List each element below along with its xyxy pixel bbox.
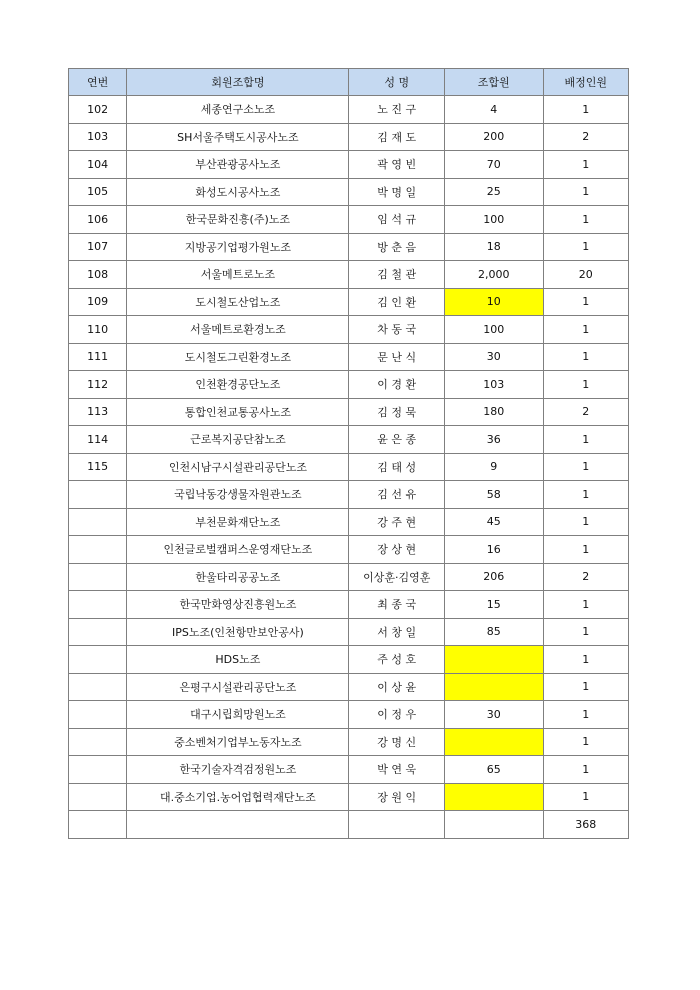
row-union: 부천문화재단노조 <box>127 508 349 536</box>
row-members: 58 <box>444 481 543 509</box>
row-name: 장 원 익 <box>349 783 445 811</box>
table-row <box>69 398 629 426</box>
table-row <box>69 261 629 289</box>
row-alloc: 1 <box>543 536 629 564</box>
row-name: 곽 영 빈 <box>349 151 445 179</box>
table-row <box>69 426 629 454</box>
total-union <box>127 811 349 839</box>
row-alloc: 1 <box>543 96 629 124</box>
row-union: IPS노조(인천항만보안공사) <box>127 618 349 646</box>
row-union: 한국기술자격검정원노조 <box>127 756 349 784</box>
row-union: 한국문화진흥(주)노조 <box>127 206 349 234</box>
row-alloc: 1 <box>543 151 629 179</box>
row-union: 국립낙동강생물자원관노조 <box>127 481 349 509</box>
row-name: 박 명 일 <box>349 178 445 206</box>
row-no <box>69 618 127 646</box>
row-union: SH서울주택도시공사노조 <box>127 123 349 151</box>
row-name: 김 선 유 <box>349 481 445 509</box>
row-no <box>69 756 127 784</box>
row-no <box>69 701 127 729</box>
row-no <box>69 563 127 591</box>
table-row <box>69 178 629 206</box>
row-name: 문 난 식 <box>349 343 445 371</box>
row-members: 30 <box>444 701 543 729</box>
row-name: 서 창 일 <box>349 618 445 646</box>
row-alloc: 2 <box>543 398 629 426</box>
table-row <box>69 288 629 316</box>
table-header-row <box>69 69 629 96</box>
row-name: 박 연 욱 <box>349 756 445 784</box>
header-alloc: 배정인원 <box>543 69 629 96</box>
row-no: 113 <box>69 398 127 426</box>
row-no: 112 <box>69 371 127 399</box>
table-row <box>69 123 629 151</box>
table-row <box>69 453 629 481</box>
header-union: 회원조합명 <box>127 69 349 96</box>
table-row <box>69 206 629 234</box>
table-row <box>69 591 629 619</box>
row-members: 200 <box>444 123 543 151</box>
row-no <box>69 591 127 619</box>
row-members: 45 <box>444 508 543 536</box>
row-name: 이 정 우 <box>349 701 445 729</box>
row-members: 103 <box>444 371 543 399</box>
row-name: 김 철 관 <box>349 261 445 289</box>
row-name: 차 동 국 <box>349 316 445 344</box>
row-members: 10 <box>444 288 543 316</box>
row-no <box>69 728 127 756</box>
union-allocation-table <box>68 68 629 839</box>
table-row <box>69 316 629 344</box>
row-members: 100 <box>444 316 543 344</box>
table-row <box>69 783 629 811</box>
row-alloc: 20 <box>543 261 629 289</box>
table-row <box>69 701 629 729</box>
header-members: 조합원 <box>444 69 543 96</box>
row-members: 180 <box>444 398 543 426</box>
table-row <box>69 233 629 261</box>
row-members: 206 <box>444 563 543 591</box>
row-members: 30 <box>444 343 543 371</box>
table-row <box>69 96 629 124</box>
row-alloc: 1 <box>543 288 629 316</box>
row-alloc: 1 <box>543 508 629 536</box>
total-members <box>444 811 543 839</box>
row-union: 중소벤처기업부노동자노조 <box>127 728 349 756</box>
table-row <box>69 508 629 536</box>
row-union: 통합인천교통공사노조 <box>127 398 349 426</box>
table-row <box>69 646 629 674</box>
row-union: 은평구시설관리공단노조 <box>127 673 349 701</box>
row-members: 9 <box>444 453 543 481</box>
row-union: 인천글로벌캠퍼스운영재단노조 <box>127 536 349 564</box>
row-alloc: 1 <box>543 343 629 371</box>
header-no: 연번 <box>69 69 127 96</box>
row-alloc: 2 <box>543 123 629 151</box>
row-alloc: 1 <box>543 591 629 619</box>
row-alloc: 1 <box>543 728 629 756</box>
row-no: 109 <box>69 288 127 316</box>
row-alloc: 2 <box>543 563 629 591</box>
row-no <box>69 646 127 674</box>
row-members: 4 <box>444 96 543 124</box>
row-members <box>444 783 543 811</box>
table-row <box>69 728 629 756</box>
row-no <box>69 508 127 536</box>
row-name: 최 종 국 <box>349 591 445 619</box>
row-union: 인천시남구시설관리공단노조 <box>127 453 349 481</box>
row-name: 주 성 호 <box>349 646 445 674</box>
row-alloc: 1 <box>543 701 629 729</box>
row-name: 이 경 환 <box>349 371 445 399</box>
row-alloc: 1 <box>543 618 629 646</box>
row-union: 인천환경공단노조 <box>127 371 349 399</box>
row-alloc: 1 <box>543 453 629 481</box>
row-no <box>69 673 127 701</box>
row-no: 102 <box>69 96 127 124</box>
row-members <box>444 646 543 674</box>
row-name: 강 주 현 <box>349 508 445 536</box>
row-alloc: 1 <box>543 673 629 701</box>
row-members <box>444 728 543 756</box>
row-name: 김 정 묵 <box>349 398 445 426</box>
row-members: 36 <box>444 426 543 454</box>
row-no <box>69 481 127 509</box>
row-union: 세종연구소노조 <box>127 96 349 124</box>
table-row <box>69 536 629 564</box>
row-alloc: 1 <box>543 233 629 261</box>
row-alloc: 1 <box>543 426 629 454</box>
row-union: HDS노조 <box>127 646 349 674</box>
table-row <box>69 673 629 701</box>
row-members: 65 <box>444 756 543 784</box>
row-no: 110 <box>69 316 127 344</box>
row-alloc: 1 <box>543 206 629 234</box>
row-members: 15 <box>444 591 543 619</box>
row-members: 16 <box>444 536 543 564</box>
row-union: 도시철도그린환경노조 <box>127 343 349 371</box>
row-alloc: 1 <box>543 178 629 206</box>
total-no <box>69 811 127 839</box>
table-row <box>69 563 629 591</box>
row-members: 70 <box>444 151 543 179</box>
table-row <box>69 371 629 399</box>
row-union: 도시철도산업노조 <box>127 288 349 316</box>
row-members <box>444 673 543 701</box>
row-name: 임 석 규 <box>349 206 445 234</box>
row-name: 이 상 윤 <box>349 673 445 701</box>
row-no: 103 <box>69 123 127 151</box>
total-row <box>69 811 629 839</box>
row-union: 서울메트로노조 <box>127 261 349 289</box>
row-name: 장 상 현 <box>349 536 445 564</box>
row-no: 106 <box>69 206 127 234</box>
row-name: 김 인 환 <box>349 288 445 316</box>
row-name: 강 명 신 <box>349 728 445 756</box>
row-no: 111 <box>69 343 127 371</box>
row-alloc: 1 <box>543 783 629 811</box>
row-name: 방 춘 음 <box>349 233 445 261</box>
row-name: 노 진 구 <box>349 96 445 124</box>
row-no: 114 <box>69 426 127 454</box>
row-union: 화성도시공사노조 <box>127 178 349 206</box>
row-name: 김 태 성 <box>349 453 445 481</box>
row-no: 108 <box>69 261 127 289</box>
row-no: 105 <box>69 178 127 206</box>
row-members: 2,000 <box>444 261 543 289</box>
row-alloc: 1 <box>543 481 629 509</box>
row-union: 지방공기업평가원노조 <box>127 233 349 261</box>
row-members: 85 <box>444 618 543 646</box>
row-no <box>69 783 127 811</box>
table-row <box>69 343 629 371</box>
row-no <box>69 536 127 564</box>
row-name: 윤 은 종 <box>349 426 445 454</box>
row-alloc: 1 <box>543 371 629 399</box>
row-union: 대구시립희망원노조 <box>127 701 349 729</box>
table-row <box>69 481 629 509</box>
row-union: 대.중소기업.농어업협력재단노조 <box>127 783 349 811</box>
row-union: 한국만화영상진흥원노조 <box>127 591 349 619</box>
total-alloc: 368 <box>543 811 629 839</box>
row-members: 25 <box>444 178 543 206</box>
row-name: 김 재 도 <box>349 123 445 151</box>
row-alloc: 1 <box>543 646 629 674</box>
row-no: 104 <box>69 151 127 179</box>
row-alloc: 1 <box>543 756 629 784</box>
row-members: 100 <box>444 206 543 234</box>
table-row <box>69 756 629 784</box>
row-no: 115 <box>69 453 127 481</box>
header-name: 성 명 <box>349 69 445 96</box>
table-row <box>69 618 629 646</box>
row-name: 이상훈·김영훈 <box>349 563 445 591</box>
row-members: 18 <box>444 233 543 261</box>
row-union: 한울타리공공노조 <box>127 563 349 591</box>
total-name <box>349 811 445 839</box>
row-union: 근로복지공단참노조 <box>127 426 349 454</box>
row-union: 부산관광공사노조 <box>127 151 349 179</box>
row-no: 107 <box>69 233 127 261</box>
row-union: 서울메트로환경노조 <box>127 316 349 344</box>
row-alloc: 1 <box>543 316 629 344</box>
table-row <box>69 151 629 179</box>
